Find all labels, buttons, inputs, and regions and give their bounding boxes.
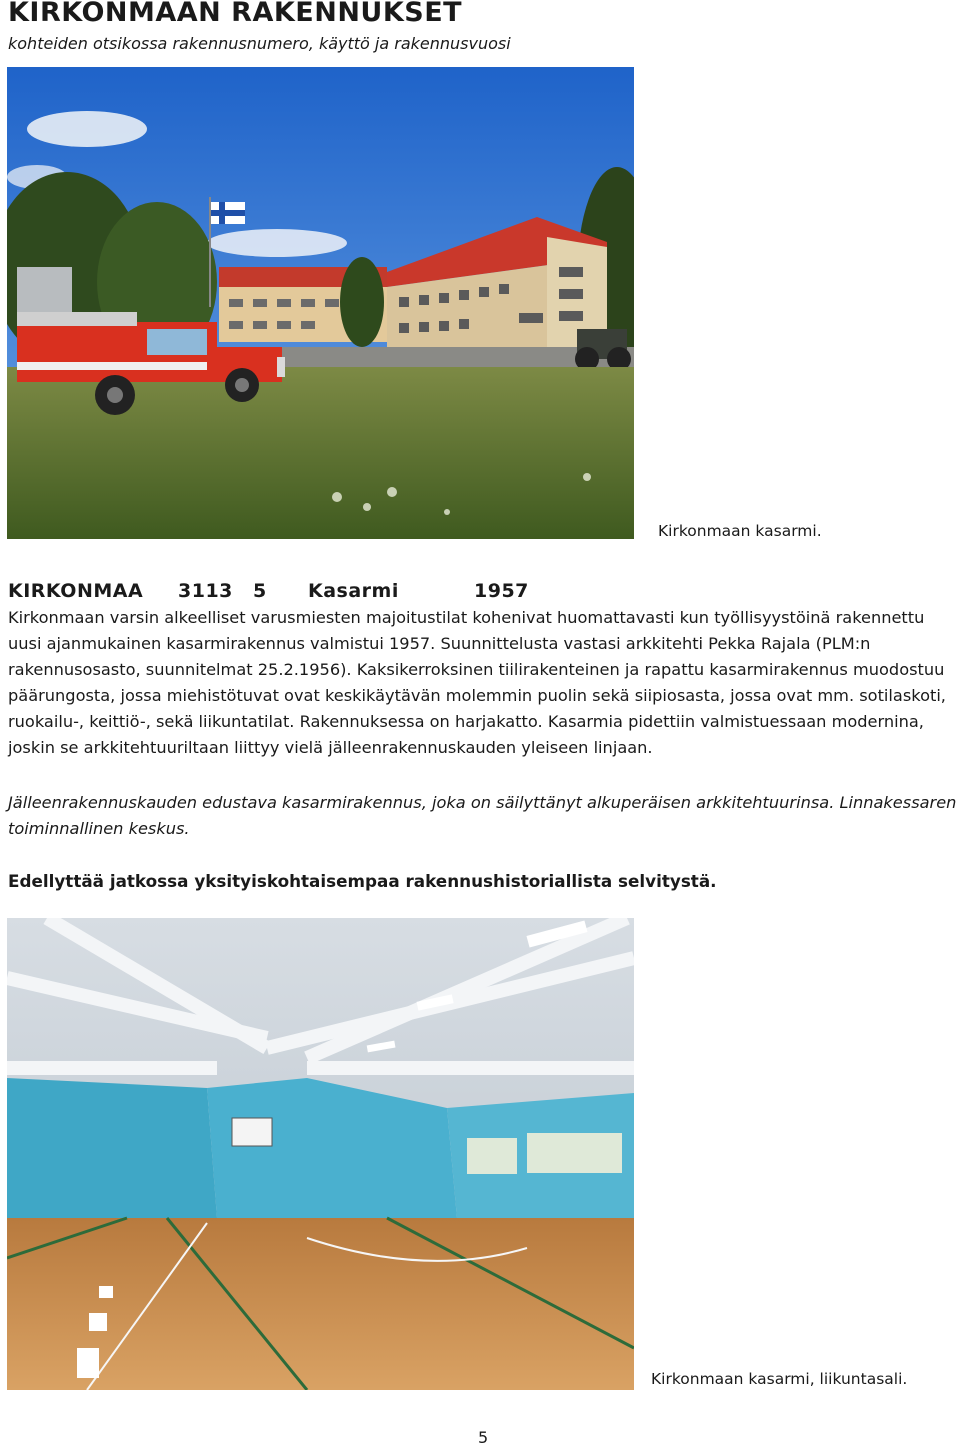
page-number: 5 [478,1428,489,1447]
building-area: KIRKONMAA [8,580,144,602]
building-evaluation: Jälleenrakennuskauden edustava kasarmirakennus, joka on säilyttänyt alkuperäisen arkkitehtuurinsa. Linnakessaren toiminnallinen keskus. [8,793,957,838]
page-subtitle: kohteiden otsikossa rakennusnumero, käyttö ja rakennusvuosi [8,34,511,53]
building-code: 5 [253,580,267,602]
photo-caption: Kirkonmaan kasarmi. [658,522,822,540]
building-recommendation: Edellyttää jatkossa yksityiskohtaisempaa rakennushistoriallista selvitystä. [8,871,717,891]
building-number: 3113 [178,580,233,602]
sports-hall-photo [7,918,634,1390]
building-year: 1957 [474,580,529,602]
barracks-exterior-photo [7,67,634,539]
page-title: KIRKONMAAN RAKENNUKSET [8,0,463,28]
building-description: Kirkonmaan varsin alkeelliset varusmiesten majoitustilat kohenivat huomattavasti kun työllisyystöinä rakennettu uusi ajanmukainen kasarmirakennus valmistui 1957. Suunnittelusta vastasi arkkitehti Pekka Rajala (PLM:n rakennusosasto, suunnitelmat 25.2.1956). Kaksikerroksinen tiilirakenteinen ja rapattu kasarmirakennus muodostuu päärungosta, jossa miehistötuvat ovat keskikäytävän molemmin puolin sekä siipiosasta, jossa ovat mm. sotilaskoti, ruokailu-, keittiö-, sekä liikuntatilat. Rakennuksessa on harjakatto. Kasarmia pidettiin valmistuessaan modernina, joskin se arkkitehtuuriltaan liittyy vielä jälleenrakennuskauden yleiseen linjaan. [8,608,946,757]
building-use: Kasarmi [308,580,399,602]
photo-caption: Kirkonmaan kasarmi, liikuntasali. [651,1370,908,1388]
